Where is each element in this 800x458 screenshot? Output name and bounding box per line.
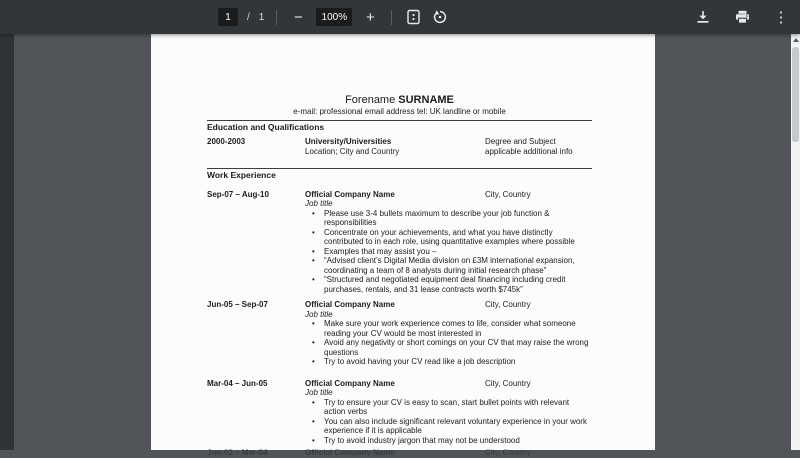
- zoom-out-button[interactable]: [289, 6, 307, 28]
- job-title-row: [207, 199, 592, 209]
- job-title-row: [207, 310, 592, 320]
- job-location: City, Country: [485, 300, 531, 309]
- education-row: [207, 137, 592, 156]
- zoom-level-input[interactable]: 100%: [316, 8, 352, 26]
- institution-name: University/Universities: [305, 137, 392, 146]
- job-dates: Sep-07 – Aug-10: [207, 189, 269, 199]
- page-divider: /: [247, 11, 250, 23]
- job-location: City, Country: [485, 448, 531, 457]
- job-bullet: • Avoid any negativity or short comings on your CV that may raise the wrong questions: [311, 338, 592, 357]
- job-title-row: [207, 388, 592, 398]
- job-company: Official Company Name: [305, 378, 395, 388]
- toolbar-right-controls: [694, 0, 790, 34]
- surname-text: SURNAME: [398, 94, 454, 106]
- job-header-row: [207, 448, 592, 458]
- job-title: Job title: [305, 309, 333, 319]
- scroll-up-arrow-icon: [793, 38, 799, 42]
- print-icon: [735, 10, 750, 24]
- job-entry-partial: [207, 448, 592, 458]
- contact-line: e-mail: professional email address tel: UK landline or mobile: [293, 107, 506, 116]
- rotate-button[interactable]: [431, 6, 449, 28]
- cv-name-title: [207, 94, 592, 106]
- toolbar-divider: [276, 10, 277, 25]
- viewer-left-edge: [0, 34, 14, 450]
- job-header-row: [207, 379, 592, 389]
- job-bullet-list: [311, 209, 592, 295]
- section-divider: [207, 168, 592, 169]
- plus-icon: +: [365, 8, 375, 26]
- job-entry: [207, 379, 592, 446]
- job-header-row: [207, 190, 592, 200]
- job-dates: Jun-02 – Mar-04: [207, 448, 268, 457]
- job-company: Official Company Name: [305, 189, 395, 199]
- pdf-toolbar: [0, 0, 800, 34]
- job-bullet: • Try to ensure your CV is easy to scan, start bullet points with relevant action verbs: [311, 398, 592, 417]
- degree-line2: applicable additional info: [485, 146, 573, 156]
- kebab-menu-icon: ⋮: [773, 8, 789, 26]
- job-entry: [207, 300, 592, 367]
- download-icon: [696, 10, 710, 24]
- page-number-input[interactable]: 1: [218, 8, 238, 26]
- job-company: Official Company Name: [305, 448, 395, 457]
- job-location: City, Country: [485, 378, 531, 388]
- toolbar-center-controls: [218, 0, 449, 34]
- job-bullet: • “Structured and negotiated equipment deal financing including credit purchases, rentals, and 31 lease contracts worth $745k”: [311, 275, 592, 294]
- vertical-scrollbar[interactable]: [791, 34, 800, 450]
- degree-line1: Degree and Subject: [485, 137, 556, 146]
- fit-page-button[interactable]: [404, 6, 422, 28]
- job-bullet-list: [311, 398, 592, 446]
- minus-icon: −: [293, 8, 303, 26]
- job-bullet: • Concentrate on your achievements, and what you have distinctly contributed to in each role, using quantitative examples where possible: [311, 228, 592, 247]
- scrollbar-thumb[interactable]: [792, 47, 799, 142]
- education-dates: 2000-2003: [207, 137, 246, 146]
- cv-document: [151, 34, 655, 458]
- institution-location: Location; City and Country: [305, 146, 400, 156]
- print-button[interactable]: [733, 6, 751, 28]
- education-institution-block: [305, 137, 485, 156]
- scrollbar-up-button[interactable]: [791, 34, 800, 46]
- education-degree-block: [485, 137, 592, 156]
- job-company: Official Company Name: [305, 300, 395, 309]
- job-bullet: • Try to avoid having your CV read like a job description: [311, 357, 592, 367]
- job-title: Job title: [305, 388, 333, 397]
- job-bullet: • Try to avoid industry jargon that may not be understood: [311, 436, 592, 446]
- job-bullet: • Please use 3-4 bullets maximum to describe your job function & responsibilities: [311, 209, 592, 228]
- toolbar-divider: [391, 10, 392, 25]
- pdf-page: [151, 34, 655, 457]
- work-experience-heading: Work Experience: [207, 170, 276, 180]
- job-dates: Mar-04 – Jun-05: [207, 378, 268, 388]
- job-dates: Jun-05 – Sep-07: [207, 300, 268, 309]
- more-options-button[interactable]: [772, 6, 790, 28]
- zoom-in-button[interactable]: [361, 6, 379, 28]
- section-divider: [207, 120, 592, 121]
- job-bullet: • You can also include significant relevant voluntary experience in your work experience if it is applicable: [311, 417, 592, 436]
- forename-text: Forename: [345, 94, 396, 106]
- job-bullet-list: [311, 319, 592, 367]
- download-button[interactable]: [694, 6, 712, 28]
- job-title: Job title: [305, 199, 333, 208]
- education-heading: Education and Qualifications: [207, 121, 325, 132]
- job-location: City, Country: [485, 189, 531, 199]
- pdf-viewer-area: [0, 34, 800, 457]
- page-total: 1: [258, 11, 265, 23]
- fit-page-icon: [406, 9, 421, 25]
- job-bullet: • “Advised client’s Digital Media division on £3M international expansion, coordinating a team of 8 analysts during initial research phase”: [311, 256, 592, 275]
- job-entry: [207, 190, 592, 295]
- job-bullet: • Make sure your work experience comes to life, consider what someone reading your CV would be most interested in: [311, 319, 592, 338]
- job-header-row: [207, 300, 592, 310]
- job-bullet: • Examples that may assist you –: [311, 247, 592, 257]
- rotate-icon: [432, 9, 448, 25]
